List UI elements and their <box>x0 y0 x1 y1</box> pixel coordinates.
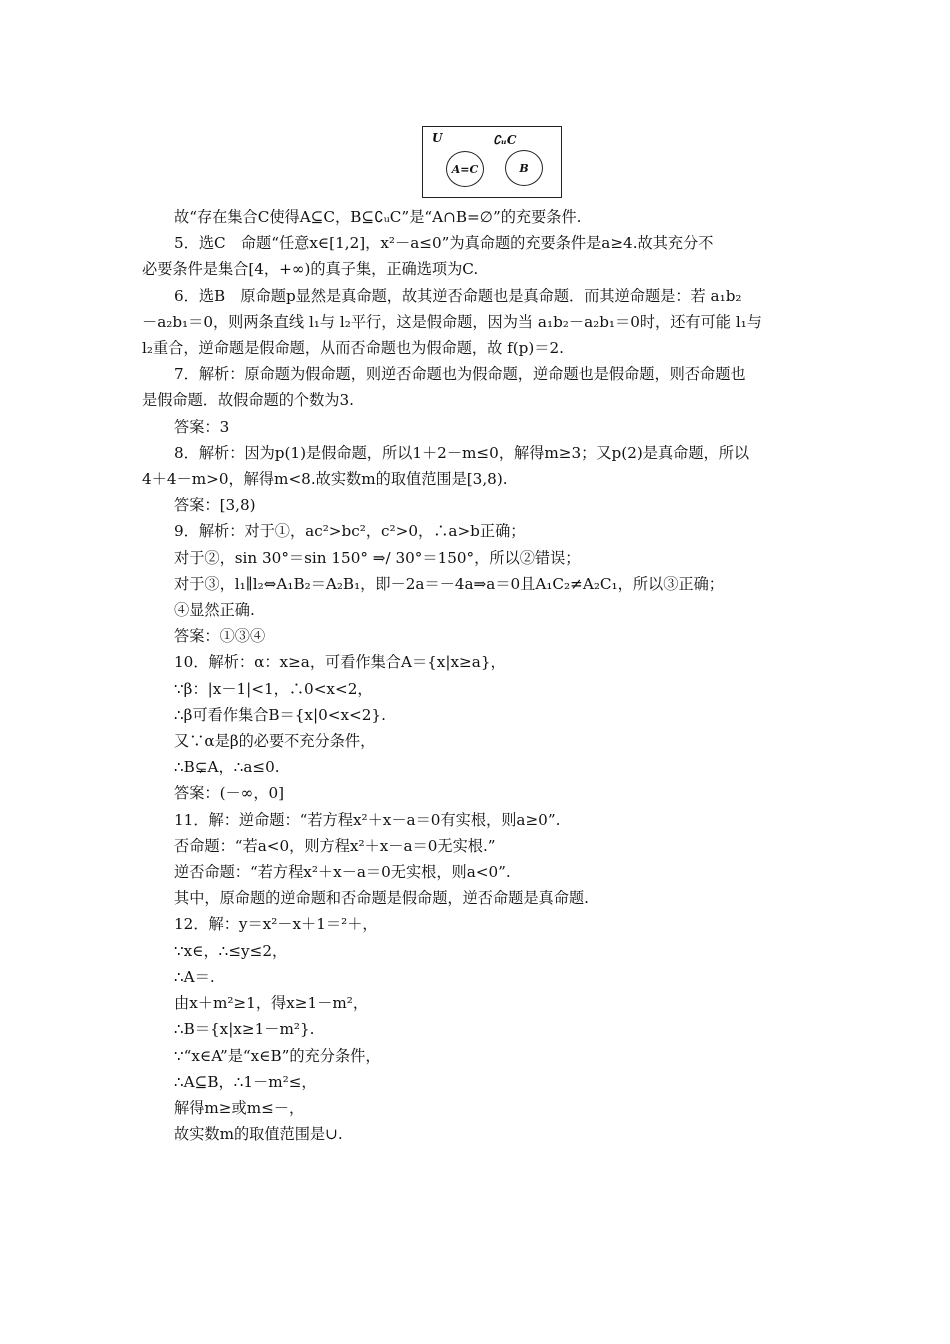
text-line: 必要条件是集合[4，+∞)的真子集，正确选项为C. <box>142 260 479 279</box>
text-line: 否命题：“若a<0，则方程x²＋x－a＝0无实根.” <box>174 836 496 855</box>
text-line: ∴A⊆B，∴1－m²≤， <box>174 1072 317 1091</box>
circle-b-label: B <box>519 161 529 175</box>
text-line: 8．解析：因为p(1)是假命题，所以1＋2－m≤0，解得m≥3；又p(2)是真命题，所以 <box>174 443 750 462</box>
text-line: ④显然正确. <box>174 601 255 620</box>
text-line: 答案：①③④ <box>174 627 266 646</box>
text-line: 答案：(－∞，0] <box>174 784 285 803</box>
text-line: －a₂b₁＝0，则两条直线 l₁与 l₂平行，这是假命题，因为当 a₁b₂－a₂b₁＝0时，还有可能 l₁与 <box>142 312 762 331</box>
circle-a-equals-c-label: A=C <box>451 162 479 176</box>
text-line: ∴B⊊A，∴a≤0. <box>174 758 280 777</box>
text-line: 答案：3 <box>174 417 230 436</box>
text-line: l₂重合，逆命题是假命题，从而否命题也为假命题，故 f(p)＝2. <box>142 339 564 358</box>
text-line: 又∵α是β的必要不充分条件， <box>174 732 376 751</box>
text-line: 对于③，l₁∥l₂⇔A₁B₂＝A₂B₁，即－2a＝－4a⇒a＝0且A₁C₂≠A₂C₁，所以③正确； <box>174 574 724 593</box>
text-line: ∴A＝. <box>174 967 215 986</box>
text-line: 6．选B 原命题p显然是真命题，故其逆否命题也是真命题．而其逆命题是：若 a₁b₂ <box>174 286 742 305</box>
text-line: 7．解析：原命题为假命题，则逆否命题也为假命题，逆命题也是假命题，则否命题也 <box>174 365 746 384</box>
text-line: ∴β可看作集合B＝{x|0<x<2}. <box>174 705 386 724</box>
text-line: 解得m≥或m≤－， <box>174 1098 305 1117</box>
text-line: 5．选C 命题“任意x∈[1,2]，x²－a≤0”为真命题的充要条件是a≥4.故其充分不 <box>174 234 714 253</box>
text-line: 故实数m的取值范围是∪. <box>174 1125 343 1144</box>
text-line: ∵“x∈A”是“x∈B”的充分条件， <box>174 1046 381 1065</box>
text-line: ∴B＝{x|x≥1－m²}. <box>174 1020 315 1039</box>
text-line: 答案：[3,8) <box>174 496 256 515</box>
text-line: 4＋4－m>0，解得m<8.故实数m的取值范围是[3,8). <box>142 470 508 489</box>
text-line: 故“存在集合C使得A⊆C，B⊆∁ᵤC”是“A∩B=∅”的充要条件. <box>174 208 582 226</box>
circle-b <box>505 150 543 186</box>
text-line: 其中，原命题的逆命题和否命题是假命题，逆否命题是真命题. <box>174 889 589 908</box>
text-line: 10．解析：α：x≥a，可看作集合A＝{x|x≥a}， <box>174 653 506 672</box>
text-line: ∵x∈，∴≤y≤2， <box>174 941 288 960</box>
text-line: 是假命题．故假命题的个数为3. <box>142 391 354 410</box>
text-line: 由x＋m²≥1，得x≥1－m²， <box>174 994 369 1013</box>
circle-a-equals-c <box>446 151 484 187</box>
text-line: 12．解：y＝x²－x＋1＝²＋， <box>174 915 378 934</box>
complement-label: ∁ᵤC <box>493 133 517 147</box>
text-line: 对于②，sin 30°＝sin 150° ⇒/ 30°＝150°，所以②错误； <box>174 548 581 567</box>
universe-label: U <box>432 131 443 145</box>
text-line: 9．解析：对于①，ac²>bc²，c²>0，∴a>b正确； <box>174 522 526 541</box>
text-line: 11．解：逆命题：“若方程x²＋x－a＝0有实根，则a≥0”. <box>174 810 561 829</box>
solution-text <box>142 204 812 1147</box>
text-line: 逆否命题：“若方程x²＋x－a＝0无实根，则a<0”. <box>174 863 511 882</box>
venn-diagram <box>422 126 562 198</box>
text-line: ∵β：|x－1|<1，∴0<x<2， <box>174 679 373 698</box>
